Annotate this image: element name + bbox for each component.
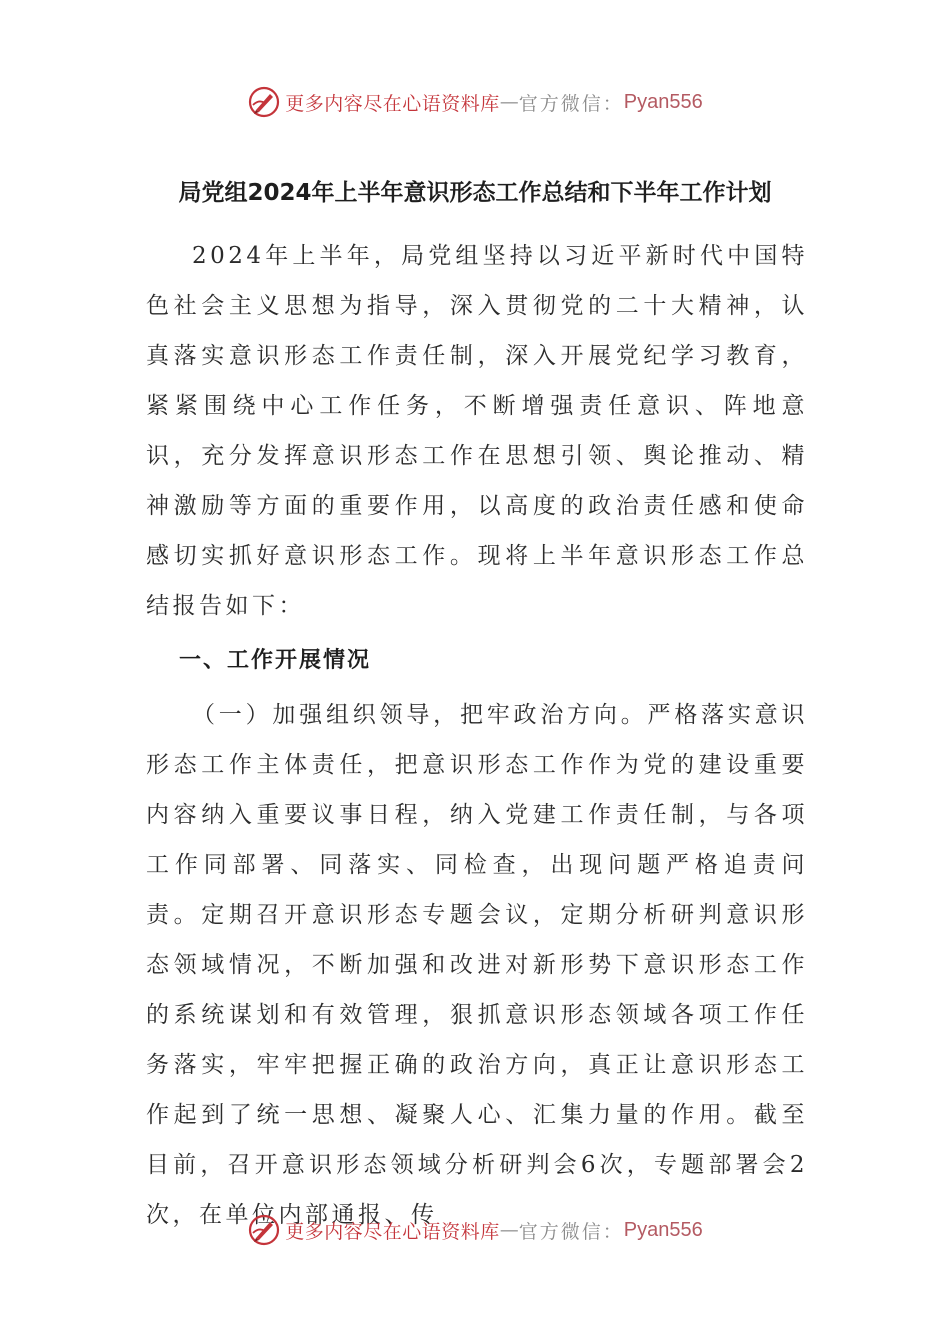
watermark-wechat-id: Pyan556 — [623, 90, 703, 113]
pen-logo-icon — [247, 85, 281, 119]
document-body — [146, 231, 808, 1240]
watermark-library-text: 更多内容尽在心语资料库 — [285, 1220, 500, 1243]
section-heading: 一、工作开展情况 — [179, 648, 372, 673]
watermark-dash: — — [499, 91, 519, 113]
watermark-library-text: 更多内容尽在心语资料库 — [285, 92, 500, 115]
section-paragraph: （一）加强组织领导，把牢政治方向。严格落实意识形态工作主体责任，把意识形态工作作为党的建设重要内容纳入重要议事日程，纳入党建工作责任制，与各项工作同部署、同落实、同检查，出现问题严格追责问责。定期召开意识形态专题会议，定期分析研判意识形态领域情况，不断加强和改进对新形势下意识形态工作的系统谋划和有效管理，狠抓意识形态领域各项工作任务落实，牢牢把握正确的政治方向，真正让意识形态工作起到了统一思想、凝聚人心、汇集力量的作用。截至目前，召开意识形态领域分析研判会6次，专题部署会2次，在单位内部通报、传 — [146, 702, 808, 1228]
watermark-banner-top — [0, 80, 950, 124]
watermark-wechat-id: Pyan556 — [623, 1218, 703, 1241]
intro-paragraph: 2024年上半年，局党组坚持以习近平新时代中国特色社会主义思想为指导，深入贯彻党的二十大精神，认真落实意识形态工作责任制，深入开展党纪学习教育，紧紧围绕中心工作任务，不断增强责任意识、阵地意识，充分发挥意识形态工作在思想引领、舆论推动、精神激励等方面的重要作用，以高度的政治责任感和使命感切实抓好意识形态工作。现将上半年意识形态工作总结报告如下： — [146, 243, 808, 619]
pen-logo-icon — [247, 1213, 281, 1247]
watermark-dash: — — [499, 1219, 519, 1241]
watermark-wechat-label: 官方微信： — [518, 92, 624, 115]
watermark-wechat-label: 官方微信： — [518, 1220, 624, 1243]
watermark-banner-bottom — [0, 1208, 950, 1252]
document-title: 局党组2024年上半年意识形态工作总结和下半年工作计划 — [178, 180, 772, 206]
